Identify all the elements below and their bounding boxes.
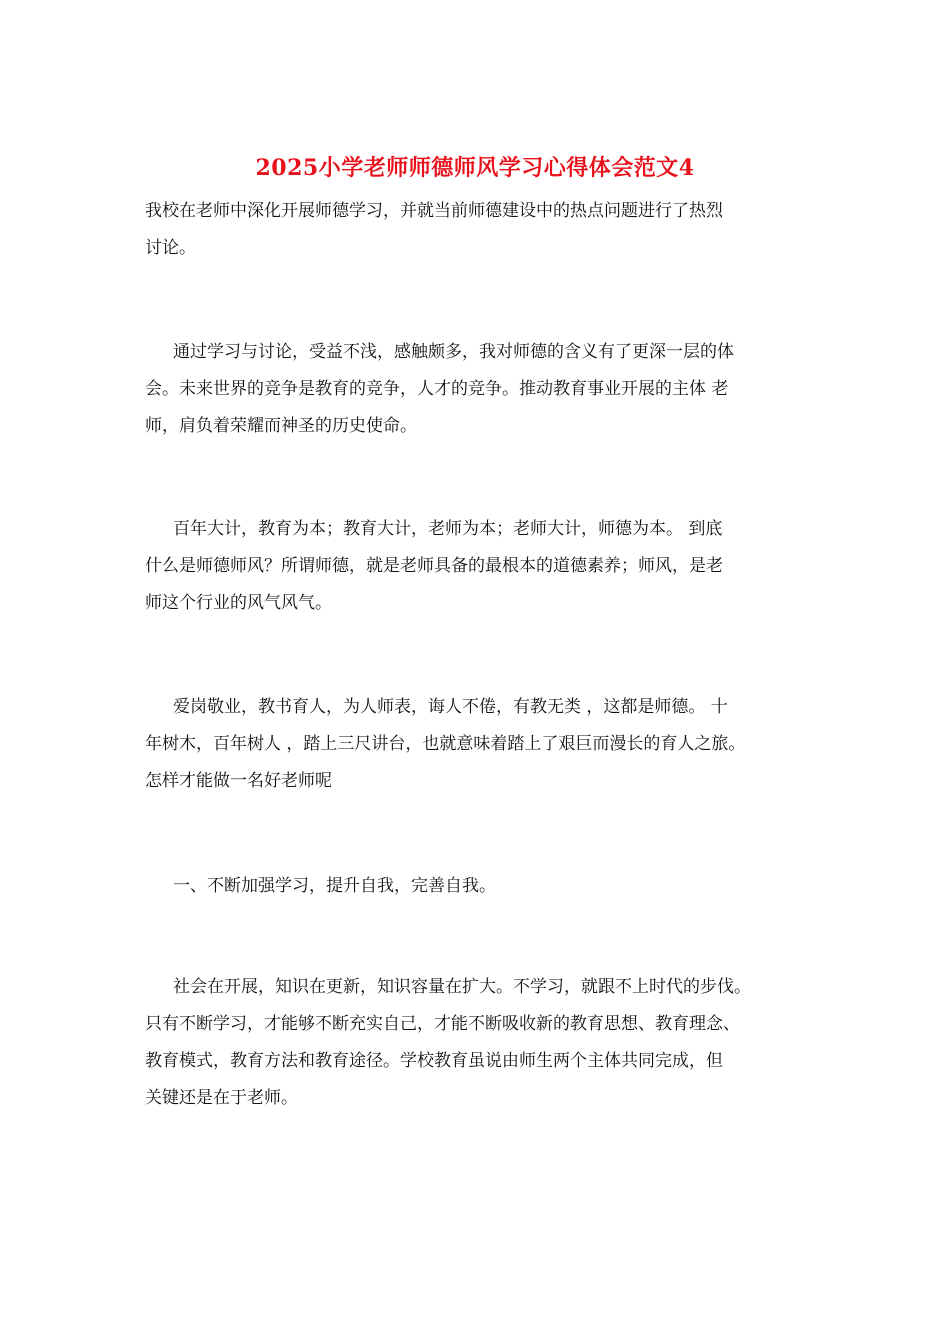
text-line: 教育模式，教育方法和教育途径。学校教育虽说由师生两个主体共同完成，但 bbox=[145, 1051, 723, 1071]
text-line: 只有不断学习，才能够不断充实自己，才能不断吸收新的教育思想、教育理念、 bbox=[145, 1014, 740, 1034]
text-line: 怎样才能做一名好老师呢 bbox=[145, 771, 332, 791]
text-line: 什么是师德师风？所谓师德，就是老师具备的最根本的道德素养；师风，是老 bbox=[145, 556, 723, 576]
text-line: 通过学习与讨论，受益不浅，感触颇多，我对师德的含义有了更深一层的体 bbox=[173, 342, 734, 362]
text-line: 社会在开展，知识在更新，知识容量在扩大。不学习，就跟不上时代的步伐。 bbox=[173, 977, 751, 997]
text-line: 会。未来世界的竞争是教育的竞争，人才的竞争。推动教育事业开展的主体 老 bbox=[145, 379, 729, 399]
text-line: 我校在老师中深化开展师德学习，并就当前师德建设中的热点问题进行了热烈 bbox=[145, 201, 723, 221]
paragraph-teacher-ethics-definition bbox=[145, 511, 815, 622]
paragraph-intro bbox=[145, 193, 815, 267]
text-line: 一、不断加强学习，提升自我，完善自我。 bbox=[173, 876, 496, 896]
text-line: 爱岗敬业，教书育人，为人师表，诲人不倦，有教无类 ，这都是师德。 十 bbox=[173, 697, 728, 717]
text-line: 师，肩负着荣耀而神圣的历史使命。 bbox=[145, 416, 417, 436]
text-line: 百年大计，教育为本；教育大计，老师为本；老师大计，师德为本。 到底 bbox=[173, 519, 723, 539]
paragraph-continuous-learning bbox=[145, 969, 815, 1117]
document-title: 2025小学老师师德师风学习心得体会范文4 bbox=[255, 155, 695, 181]
paragraph-dedication bbox=[145, 689, 815, 800]
paragraph-study-discussion bbox=[145, 334, 815, 445]
text-line: 关键还是在于老师。 bbox=[145, 1088, 298, 1108]
text-line: 年树木，百年树人 ，踏上三尺讲台，也就意味着踏上了艰巨而漫长的育人之旅。 bbox=[145, 734, 746, 754]
section-heading-learning bbox=[145, 868, 815, 905]
text-line: 师这个行业的风气风气。 bbox=[145, 593, 332, 613]
text-line: 讨论。 bbox=[145, 238, 196, 258]
